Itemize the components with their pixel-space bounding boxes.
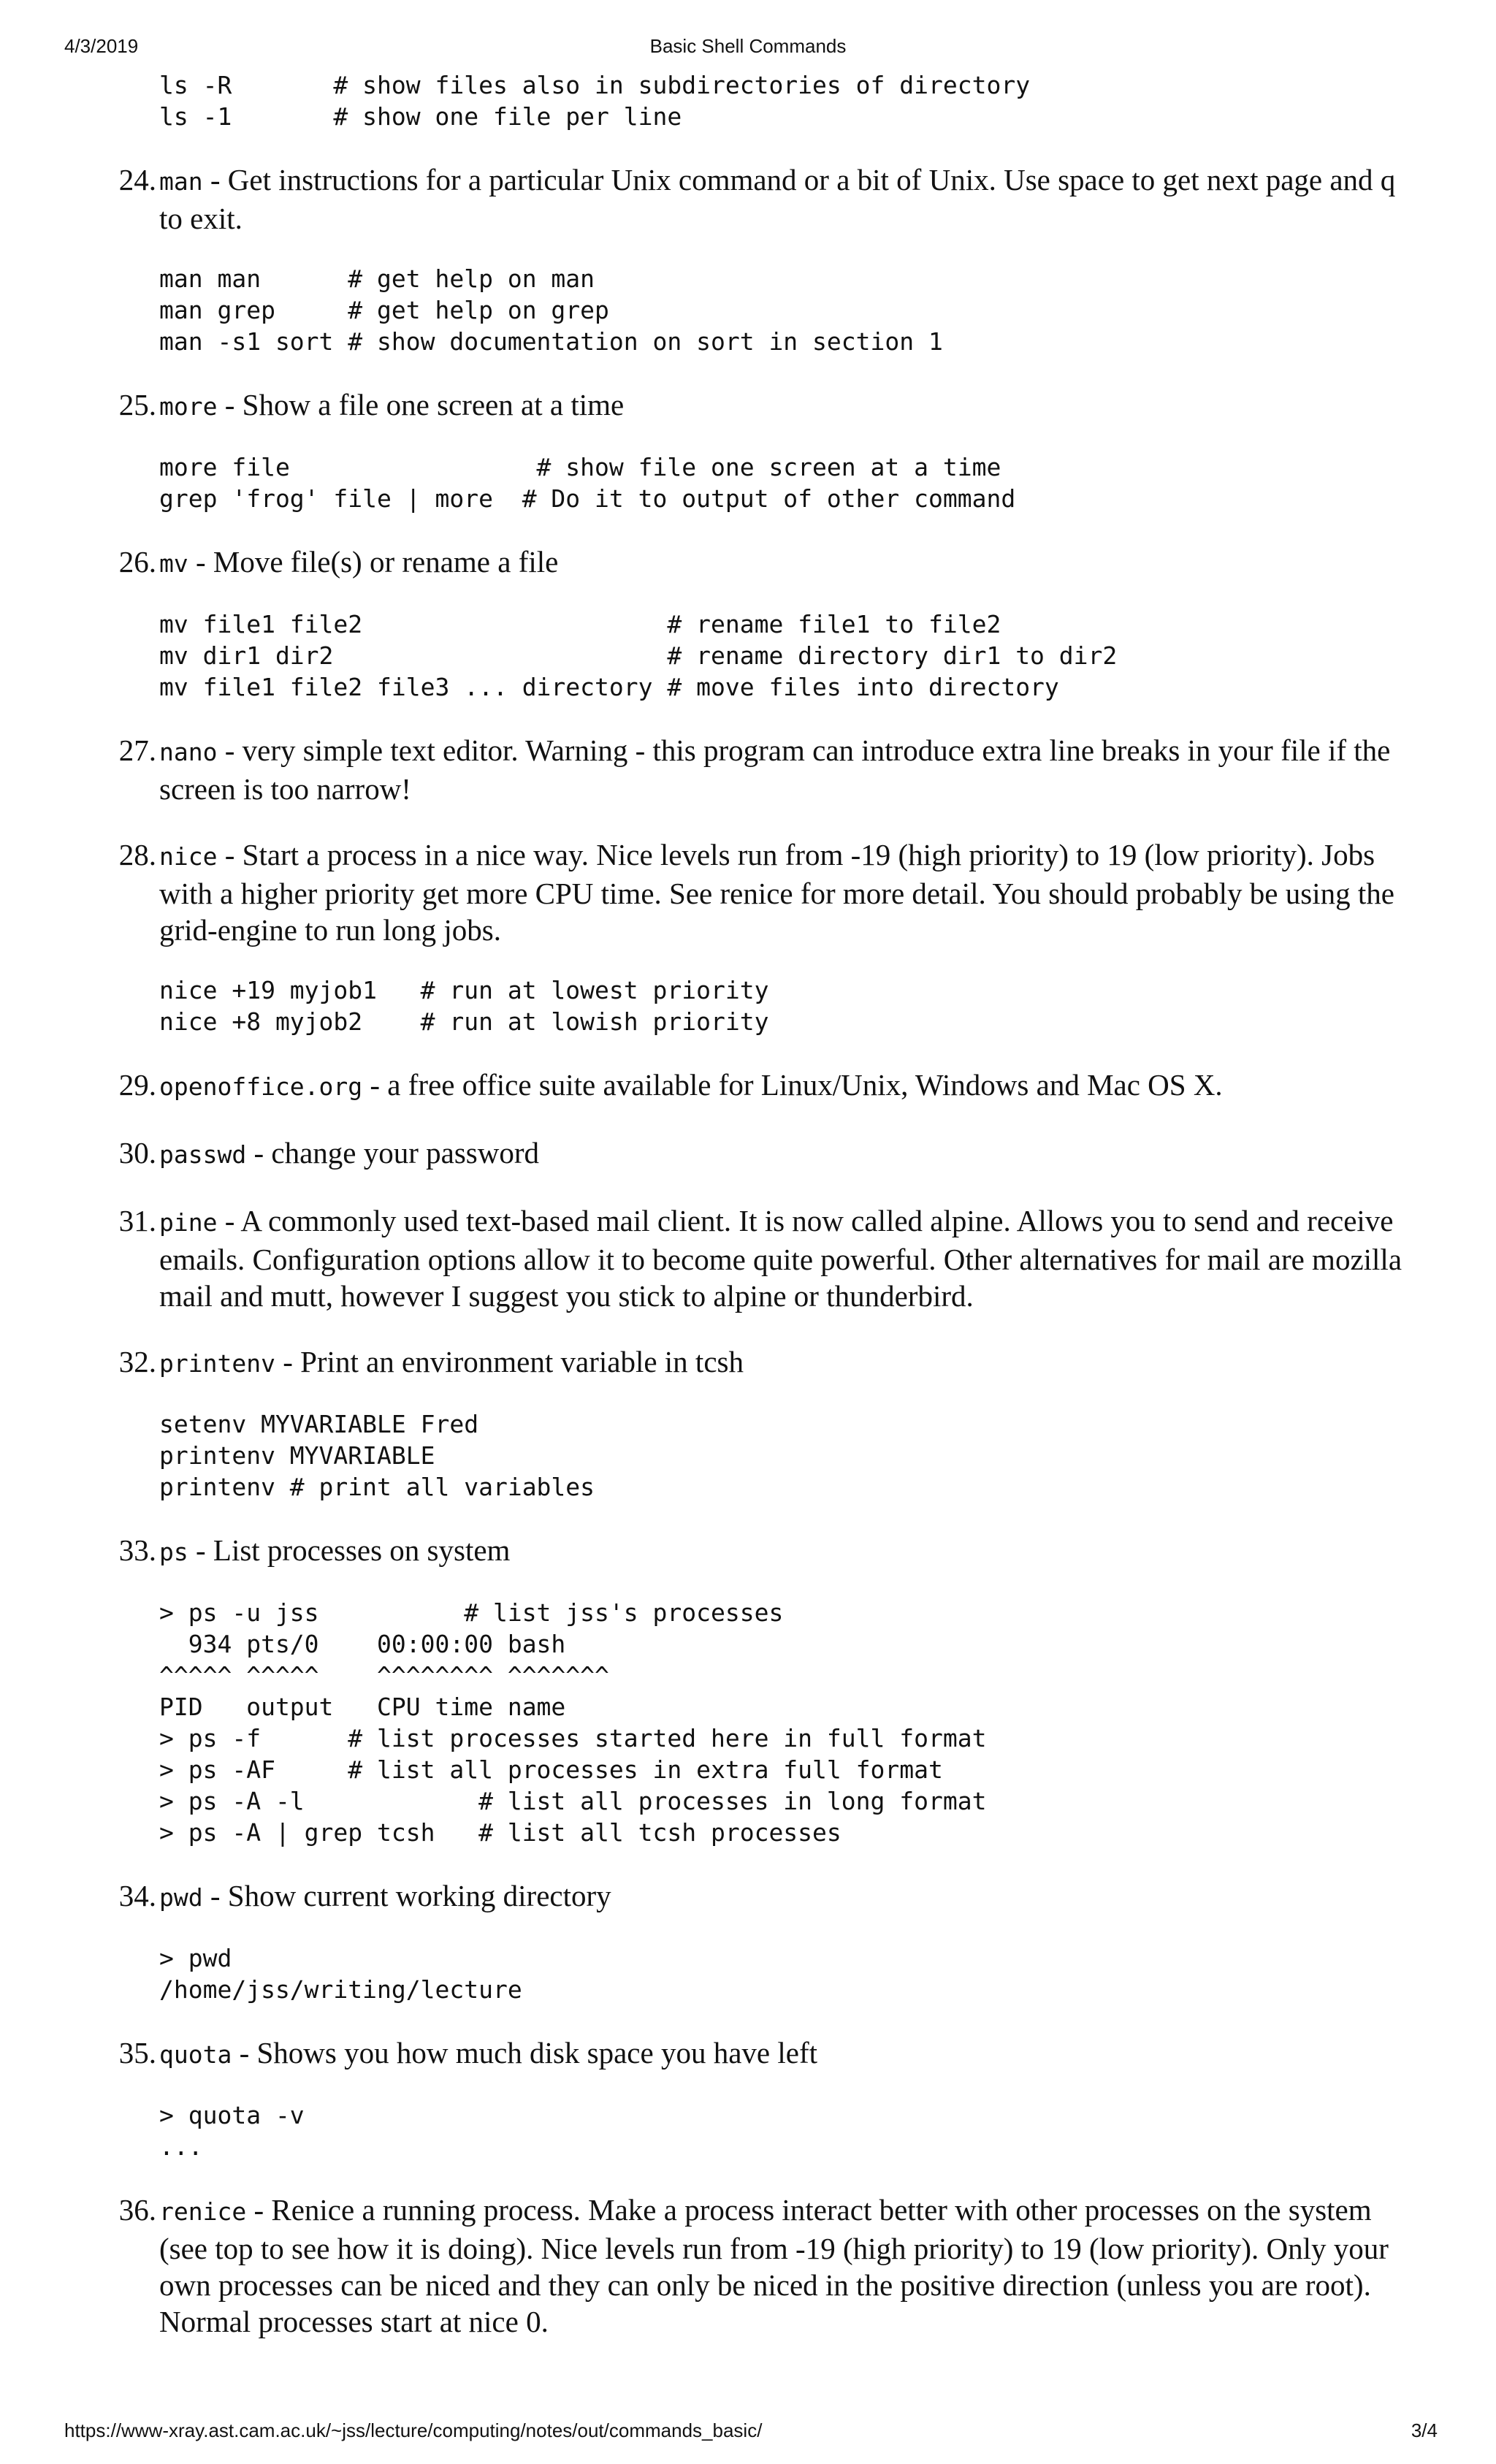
item-description [159, 1202, 1408, 1314]
print-footer [0, 2419, 1496, 2444]
command-description: - Start a process in a nice way. Nice levels run from -19 (high priority) to 19 (low priority). Jobs with a higher priority get more CPU time. See renice for more detail. You should probably be using the grid-engine to run long jobs. [159, 838, 1394, 947]
document-body [0, 69, 1496, 2340]
item-description [159, 1877, 1408, 1916]
command-name: openoffice.org [159, 1072, 363, 1101]
item-number: 34. [118, 1879, 156, 1912]
list-item [0, 1877, 1496, 2005]
item-number: 29. [118, 1068, 156, 1102]
command-name: man [159, 167, 203, 196]
command-description: - change your password [246, 1136, 539, 1170]
page-url: https://www-xray.ast.cam.ac.uk/~jss/lecture/computing/notes/out/commands_basic/ [64, 2419, 763, 2441]
item-description [159, 2034, 1408, 2073]
item-number: 31. [118, 1204, 156, 1237]
item-number: 36. [118, 2193, 156, 2227]
item-number: 32. [118, 1345, 156, 1378]
list-item [0, 161, 1496, 357]
list-item [0, 543, 1496, 703]
command-name: nano [159, 738, 218, 766]
code-example: > ps -u jss # list jss's processes 934 pts/0 00:00:00 bash ^^^^^ ^^^^^ ^^^^^^^^ ^^^^^^^ PID output CPU time name > ps -f # list processes started here in full format > ps -AF # list all processes in extra full format > ps -A -l # list all processes in long format > ps -A | grep tcsh # list all tcsh processes [159, 1598, 987, 1847]
list-item [0, 1202, 1496, 1314]
command-name: printenv [159, 1349, 275, 1378]
command-description: - List processes on system [188, 1533, 511, 1567]
command-name: passwd [159, 1140, 247, 1169]
command-name: pine [159, 1208, 218, 1237]
command-name: pwd [159, 1883, 203, 1912]
item-description [159, 1067, 1408, 1105]
command-name: renice [159, 2197, 247, 2226]
list-item [0, 1532, 1496, 1848]
code-example: man man # get help on man man grep # get help on grep man -s1 sort # show documentation on sort in section 1 [159, 264, 943, 356]
item-description [159, 1343, 1408, 1382]
print-header [0, 35, 1496, 60]
command-description: - Renice a running process. Make a process interact better with other processes on the system (see top to see how it is doing). Nice levels run from -19 (high priority) to 19 (low priority). Only your own processes can be niced and they can only be niced in the positive direction (unless you are root). Normal processes start at nice 0. [159, 2193, 1389, 2338]
list-item [0, 2034, 1496, 2162]
command-description: - Move file(s) or rename a file [188, 545, 559, 579]
command-description: - Print an environment variable in tcsh [275, 1345, 744, 1378]
command-description: - Show a file one screen at a time [217, 388, 625, 422]
command-name: more [159, 392, 218, 421]
list-item [0, 836, 1496, 1037]
document-title: Basic Shell Commands [649, 35, 847, 57]
command-description: - a free office suite available for Linux/Unix, Windows and Mac OS X. [362, 1068, 1223, 1102]
command-description: - Shows you how much disk space you have left [232, 2036, 817, 2070]
command-description: - very simple text editor. Warning - this program can introduce extra line breaks in your file if the screen is too narrow! [159, 733, 1391, 806]
item-number: 30. [118, 1136, 156, 1170]
list-item [0, 1067, 1496, 1105]
code-example: more file # show file one screen at a time grep 'frog' file | more # Do it to output of other command [159, 453, 1016, 513]
command-description: - Get instructions for a particular Unix command or a bit of Unix. Use space to get next page and q to exit. [159, 163, 1396, 235]
item-description [159, 543, 1408, 582]
list-item [0, 1343, 1496, 1503]
command-description: - Show current working directory [202, 1879, 611, 1912]
item-description [159, 732, 1408, 807]
code-example: > quota -v ... [159, 2101, 305, 2161]
list-item [0, 1134, 1496, 1173]
code-example: nice +19 myjob1 # run at lowest priority nice +8 myjob2 # run at lowish priority [159, 976, 769, 1036]
item-number: 27. [118, 733, 156, 767]
code-example: > pwd /home/jss/writing/lecture [159, 1944, 522, 2004]
list-item [0, 732, 1496, 807]
item-description [159, 1134, 1408, 1173]
list-item [0, 386, 1496, 514]
item-description [159, 161, 1408, 237]
list-item [0, 2192, 1496, 2340]
item-description [159, 836, 1408, 948]
item-description [159, 2192, 1408, 2340]
command-list [0, 161, 1496, 2340]
item-number: 28. [118, 838, 156, 871]
item-number: 35. [118, 2036, 156, 2070]
page-number: 3/4 [1411, 2419, 1438, 2441]
item-description [159, 386, 1408, 425]
item-number: 25. [118, 388, 156, 422]
item-description [159, 1532, 1408, 1571]
item-number: 24. [118, 163, 156, 197]
code-example: setenv MYVARIABLE Fred printenv MYVARIABLE printenv # print all variables [159, 1410, 595, 1501]
command-description: - A commonly used text-based mail client. It is now called alpine. Allows you to send and receive emails. Configuration options allow it to become quite powerful. Other alternatives for mail are mozilla mail and mutt, however I suggest you stick to alpine or thunderbird. [159, 1204, 1402, 1313]
command-name: quota [159, 2040, 232, 2069]
command-name: mv [159, 549, 188, 578]
command-name: nice [159, 842, 218, 871]
item-number: 26. [118, 545, 156, 579]
code-example: mv file1 file2 # rename file1 to file2 mv dir1 dir2 # rename directory dir1 to dir2 mv file1 file2 file3 ... directory # move files into directory [159, 610, 1118, 701]
print-date: 4/3/2019 [64, 35, 139, 57]
code-block-ls-continued: ls -R # show files also in subdirectories of directory ls -1 # show one file per line [159, 71, 1031, 131]
command-name: ps [159, 1538, 188, 1566]
item-number: 33. [118, 1533, 156, 1567]
